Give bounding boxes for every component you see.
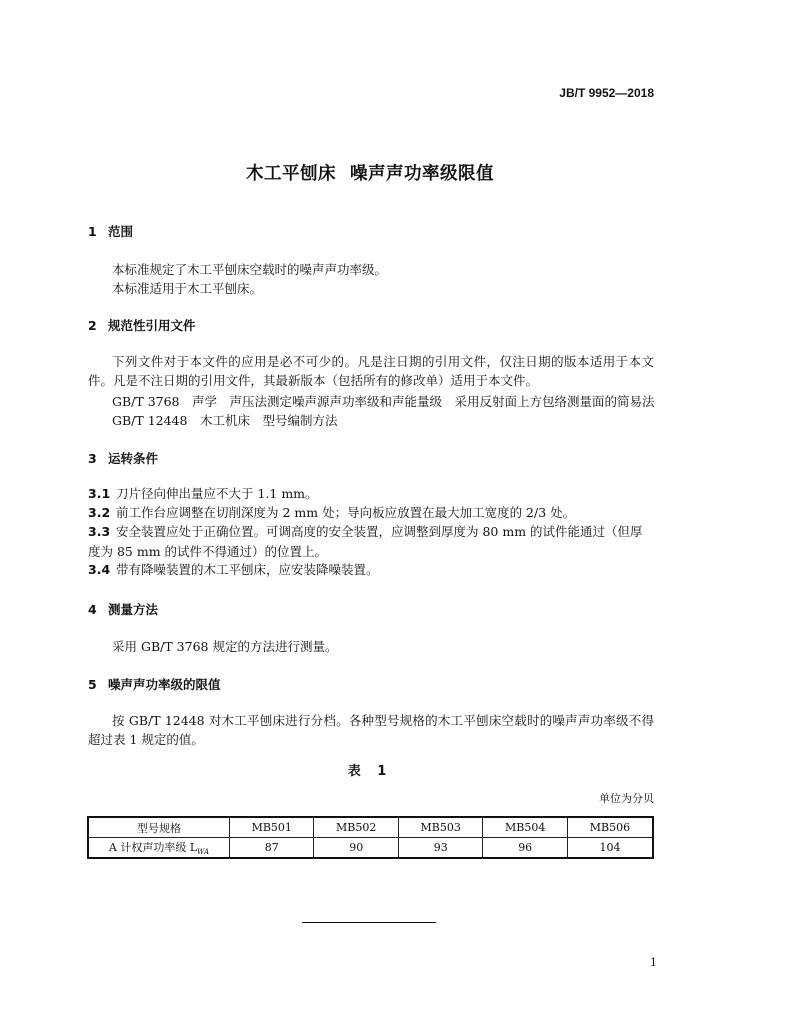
- section-1-heading: [88, 222, 133, 240]
- section-3-heading: [88, 449, 158, 467]
- section-4-heading: [88, 600, 158, 618]
- clause-text: 带有降噪装置的木工平刨床，应安装降噪装置。: [116, 562, 379, 577]
- section-number: 1: [88, 224, 97, 239]
- row-label: A 计权声功率级 L: [108, 841, 198, 854]
- model-cell: MB502: [314, 817, 398, 838]
- row-label-cell: [88, 838, 230, 859]
- section-title: 测量方法: [108, 602, 159, 617]
- page-number: 1: [650, 956, 657, 969]
- section-number: 4: [88, 602, 97, 617]
- clause-number: 3.3: [88, 524, 111, 539]
- section-title: 规范性引用文件: [108, 318, 196, 333]
- standard-code: JB/T 9952—2018: [559, 86, 654, 100]
- title-part-1: 木工平刨床: [246, 164, 336, 184]
- model-cell: MB504: [483, 817, 567, 838]
- table-row: [88, 838, 653, 859]
- clause-3-2: [88, 503, 654, 523]
- section-title: 运转条件: [108, 451, 159, 466]
- table-unit-note: 单位为分贝: [599, 792, 654, 805]
- section-5-heading: [88, 675, 221, 693]
- value-cell: 96: [483, 838, 567, 859]
- section-2-heading: [88, 316, 196, 334]
- clause-3-3: [88, 522, 654, 562]
- noise-limit-table: [87, 816, 654, 859]
- section-4-para-1: 采用 GB/T 3768 规定的方法进行测量。: [112, 639, 338, 654]
- model-cell: MB503: [398, 817, 482, 838]
- value-cell: 87: [230, 838, 314, 859]
- section-number: 3: [88, 451, 97, 466]
- clause-number: 3.4: [88, 562, 111, 577]
- end-of-document-rule: [302, 922, 436, 923]
- table-title: 表 1: [347, 764, 393, 779]
- clause-number: 3.1: [88, 486, 111, 501]
- section-2-para-1: 下列文件对于本文件的应用是必不可少的。凡是注日期的引用文件，仅注日期的版本适用于本文件。凡是不注日期的引用文件，其最新版本（包括所有的修改单）适用于本文件。: [88, 354, 654, 388]
- reference-gbt-12448: GB/T 12448 木工机床 型号编制方法: [112, 413, 338, 428]
- value-cell: 104: [567, 838, 653, 859]
- clause-number: 3.2: [88, 505, 111, 520]
- row-label-subscript: WA: [197, 848, 210, 856]
- reference-gbt-3768: GB/T 3768 声学 声压法测定噪声源声功率级和声能量级 采用反射面上方包络测量面的简易法: [112, 394, 655, 409]
- header-label-cell: 型号规格: [88, 817, 230, 838]
- section-1-para-2: 本标准适用于木工平刨床。: [112, 281, 263, 296]
- value-cell: 90: [314, 838, 398, 859]
- section-number: 2: [88, 318, 97, 333]
- section-title: 范围: [108, 224, 134, 239]
- clause-3-1: [88, 484, 654, 504]
- section-number: 5: [88, 677, 97, 692]
- clause-3-4: [88, 560, 654, 580]
- clause-text: 前工作台应调整在切削深度为 2 mm 处；导向板应放置在最大加工宽度的 2/3 处。: [116, 505, 576, 520]
- model-cell: MB506: [567, 817, 653, 838]
- clause-text: 刀片径向伸出量应不大于 1.1 mm。: [116, 486, 318, 501]
- value-cell: 93: [398, 838, 482, 859]
- model-cell: MB501: [230, 817, 314, 838]
- document-title: [0, 160, 740, 185]
- title-part-2: 噪声声功率级限值: [350, 164, 494, 184]
- section-title: 噪声声功率级的限值: [108, 677, 221, 692]
- table-header-row: [88, 817, 653, 838]
- section-1-para-1: 本标准规定了木工平刨床空载时的噪声声功率级。: [112, 262, 388, 277]
- clause-text: 安全装置应处于正确位置。可调高度的安全装置，应调整到厚度为 80 mm 的试件能通过（但厚度为 85 mm 的试件不得通过）的位置上。: [88, 524, 643, 559]
- section-5-para-1: 按 GB/T 12448 对木工平刨床进行分档。各种型号规格的木工平刨床空载时的噪声声功率级不得超过表 1 规定的值。: [88, 713, 654, 747]
